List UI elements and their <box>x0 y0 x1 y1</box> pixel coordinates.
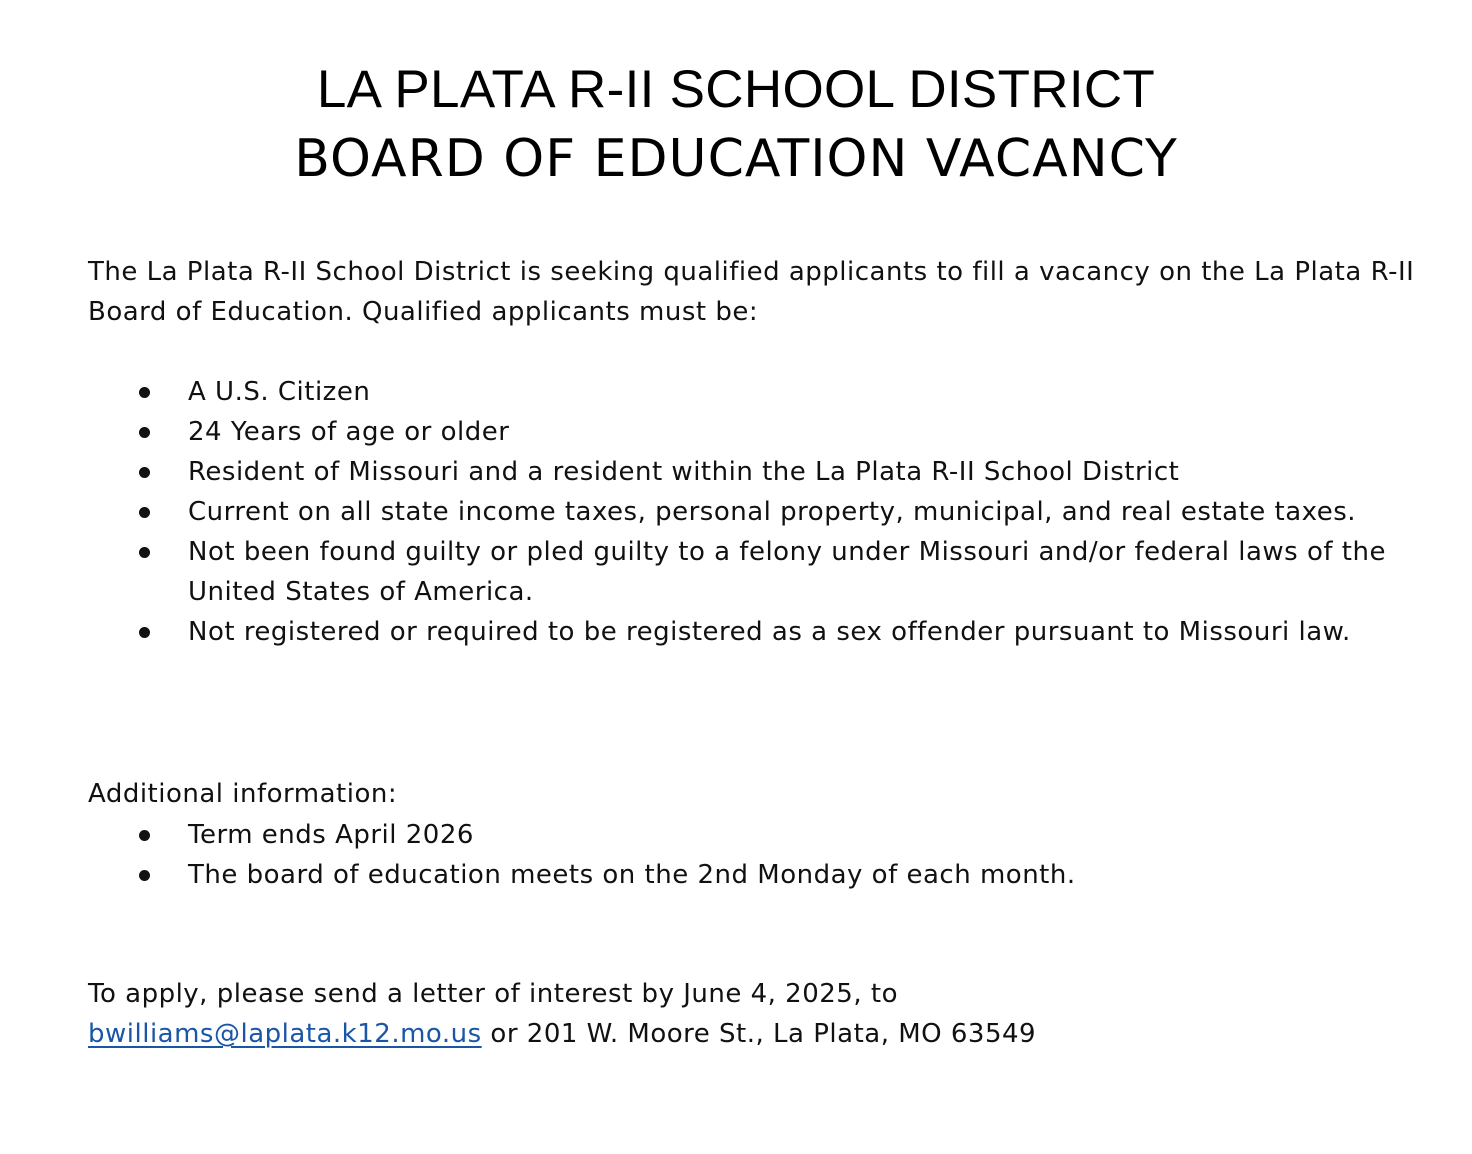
list-item <box>88 412 1408 452</box>
list-item <box>88 372 1408 412</box>
bullet-icon <box>139 627 150 638</box>
qualification-text: Resident of Missouri and a resident within the La Plata R-II School District <box>188 457 1180 487</box>
notice-title: BOARD OF EDUCATION VACANCY <box>294 129 1178 189</box>
apply-instructions <box>88 974 1408 1054</box>
list-item <box>88 815 1408 855</box>
qualification-text: Not been found guilty or pled guilty to a felony under Missouri and/or federal laws of the United States of America. <box>188 537 1386 607</box>
qualification-text: A U.S. Citizen <box>188 377 371 407</box>
qualification-text: Current on all state income taxes, personal property, municipal, and real estate taxes. <box>188 497 1357 527</box>
list-item <box>88 612 1408 652</box>
bullet-icon <box>139 830 150 841</box>
bullet-icon <box>139 507 150 518</box>
bullet-icon <box>139 547 150 558</box>
district-title: LA PLATA R-II SCHOOL DISTRICT <box>316 60 1156 119</box>
list-item <box>88 532 1408 612</box>
bullet-icon <box>139 427 150 438</box>
qualification-text: Not registered or required to be registered as a sex offender pursuant to Missouri law. <box>188 617 1351 647</box>
bullet-icon <box>139 387 150 398</box>
qualifications-list <box>88 372 1408 652</box>
address-text: or 201 W. Moore St., La Plata, MO 63549 <box>490 1019 1037 1049</box>
email-link[interactable]: bwilliams@laplata.k12.mo.us <box>88 1019 482 1049</box>
additional-item-text: The board of education meets on the 2nd Monday of each month. <box>188 860 1076 890</box>
bullet-icon <box>139 467 150 478</box>
list-item <box>88 492 1408 532</box>
intro-paragraph: The La Plata R-II School District is seeking qualified applicants to fill a vacancy on the La Plata R-II Board of Education. Qualified applicants must be: <box>88 257 1415 327</box>
qualification-text: 24 Years of age or older <box>188 417 510 447</box>
list-item <box>88 452 1408 492</box>
additional-info-heading: Additional information: <box>88 779 398 809</box>
additional-item-text: Term ends April 2026 <box>188 820 474 850</box>
bullet-icon <box>139 870 150 881</box>
apply-text: To apply, please send a letter of interest by June 4, 2025, to <box>88 979 898 1009</box>
list-item <box>88 855 1408 895</box>
additional-info-list <box>88 815 1408 895</box>
